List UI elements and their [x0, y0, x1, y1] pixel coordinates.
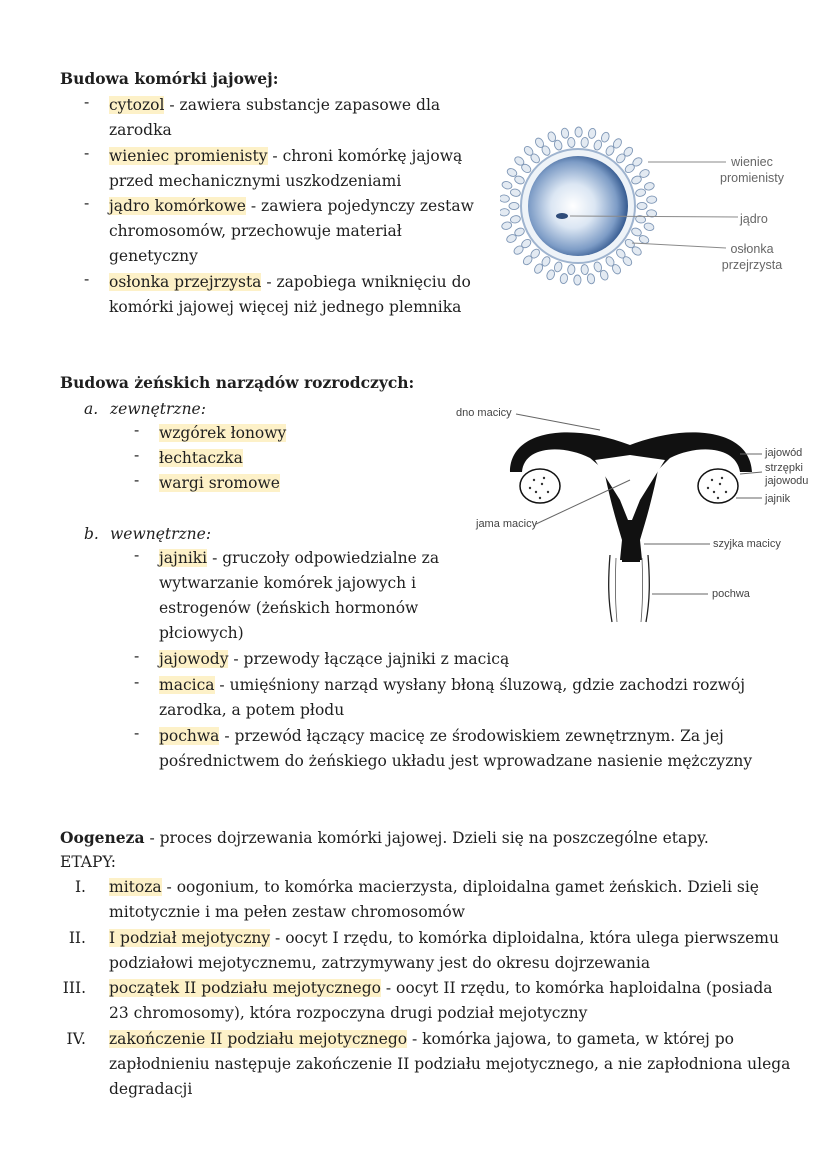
label-dno: dno macicy — [456, 407, 512, 419]
list-item-cont: pośrednictwem do żeńskiego układu jest wprowadzane nasienie mężczyzny — [159, 752, 753, 770]
subheading-external: zewnętrzne: — [110, 400, 206, 418]
nucleus — [556, 213, 568, 219]
label-strzepki: strzępki jajowodu — [765, 462, 809, 487]
corona-cell — [581, 137, 589, 148]
list-item: łechtaczka — [159, 449, 243, 467]
subheading-internal: wewnętrzne: — [110, 525, 212, 543]
section-title-oogenesis: Oogeneza — [60, 828, 145, 847]
list-item-cont: estrogenów (żeńskich hormonów — [159, 599, 419, 617]
list-item: osłonka przejrzysta - zapobiega wniknięciu do — [109, 273, 471, 291]
term-highlight: wieniec promienisty — [109, 147, 268, 165]
bullet-dash: - — [134, 673, 140, 691]
list-item: cytozol - zawiera substancje zapasowe dla — [109, 96, 441, 114]
label-jadro: jądro — [740, 212, 768, 226]
list-item: wieniec promienisty - chroni komórkę jajową — [109, 147, 463, 165]
list-item-cont: genetyczny — [109, 247, 198, 265]
bullet-dash: - — [84, 194, 90, 212]
stage-number: II. — [68, 929, 86, 947]
list-item-cont: chromosomów, przechowuje materiał — [109, 222, 402, 240]
list-item-cont: wytwarzanie komórek jajowych i — [159, 574, 417, 592]
list-item: wzgórek łonowy — [159, 424, 287, 442]
corona-cell — [600, 131, 610, 143]
bullet-dash: - — [134, 724, 140, 742]
corona-cell — [500, 208, 510, 216]
vagina — [609, 555, 650, 622]
bullet-dash: - — [84, 270, 90, 288]
label-wieniec: wieniec promienisty — [720, 155, 784, 185]
label-jajowod: jajowód — [765, 447, 803, 459]
reproductive-diagram — [440, 400, 820, 625]
stage-item: początek II podziału mejotycznego - oocyt II rzędu, to komórka haploidalna (posiada — [109, 979, 773, 997]
corona-cell — [567, 264, 575, 275]
corona-cell — [561, 128, 570, 139]
section-title-egg-cell: Budowa komórki jajowej: — [60, 69, 279, 88]
corona-cell — [635, 188, 646, 197]
list-item: pochwa - przewód łączący macicę ze środowiskiem zewnętrznym. Za jej — [159, 727, 724, 745]
label-szyjka: szyjka macicy — [713, 538, 781, 550]
stage-number: I. — [74, 878, 86, 896]
stage-number: IV. — [66, 1030, 86, 1048]
label-oslonka: osłonka przejrzysta — [721, 242, 783, 272]
corona-cell — [574, 275, 581, 285]
corona-cell — [644, 182, 656, 192]
corona-cell — [588, 128, 597, 139]
corona-cell — [546, 269, 556, 281]
stage-item: mitoza - oogonium, to komórka macierzysta, diploidalna gamet żeńskich. Dzieli się — [109, 878, 759, 896]
list-item: jajowody - przewody łączące jajniki z macicą — [159, 650, 510, 668]
list-item-cont: komórki jajowej więcej niż jednego plemnika — [109, 298, 462, 316]
stage-item-cont: 23 chromosomy), która rozpoczyna drugi podział mejotyczny — [109, 1004, 588, 1022]
corona-cell — [559, 273, 568, 284]
list-item: jądro komórkowe - zawiera pojedynczy zestaw — [109, 197, 474, 215]
list-marker-b: b. — [84, 525, 99, 543]
corona-cell — [575, 127, 582, 137]
list-item-cont: płciowych) — [159, 624, 244, 642]
stage-item: I podział mejotyczny - oocyt I rzędu, to komórka diploidalna, która ulega pierwszemu — [109, 929, 779, 947]
stages-label: ETAPY: — [60, 853, 116, 871]
list-item: wargi sromowe — [159, 474, 280, 492]
label-jama: jama macicy — [476, 518, 538, 530]
corona-cell — [501, 180, 513, 190]
list-item-cont: zarodka, a potem płodu — [159, 701, 345, 719]
section-title-female-organs: Budowa żeńskich narządów rozrodczych: — [60, 373, 415, 392]
oogenesis-intro: Oogeneza - proces dojrzewania komórki jajowej. Dzieli się na poszczególne etapy. — [60, 828, 709, 847]
bullet-dash: - — [84, 93, 90, 111]
bullet-dash: - — [134, 446, 140, 464]
corona-cell — [646, 196, 657, 204]
label-jajnik: jajnik — [765, 493, 791, 505]
stage-number: III. — [62, 979, 86, 997]
term-highlight: cytozol — [109, 96, 165, 114]
corona-cell — [500, 195, 510, 203]
bullet-dash: - — [134, 546, 140, 564]
list-marker-a: a. — [84, 400, 99, 418]
corona-cell — [553, 261, 563, 273]
list-item: jajniki - gruczoły odpowiedzialne za — [159, 549, 440, 567]
uterine-cavity — [595, 455, 665, 520]
cytoplasm — [528, 156, 628, 256]
stage-item-cont: degradacji — [109, 1080, 193, 1098]
list-item-cont: przed mechanicznymi uszkodzeniami — [109, 172, 402, 190]
bullet-dash: - — [134, 471, 140, 489]
corona-cell — [501, 221, 513, 231]
term-highlight: jądro komórkowe — [109, 197, 246, 215]
corona-cell — [593, 139, 603, 151]
corona-cell — [567, 137, 575, 148]
list-item: macica - umięśniony narząd wysłany błoną śluzową, gdzie zachodzi rozwój — [159, 676, 746, 694]
stage-item: zakończenie II podziału mejotycznego - komórka jajowa, to gameta, w której po — [109, 1030, 735, 1048]
bullet-dash: - — [134, 421, 140, 439]
list-item-cont: zarodka — [109, 121, 172, 139]
corona-cell — [510, 215, 521, 224]
corona-cell — [509, 202, 519, 209]
stage-item-cont: podziałowi mejotycznemu, zatrzymywany jest do okresu dojrzewania — [109, 954, 651, 972]
corona-cell — [587, 273, 596, 284]
corona-cell — [643, 222, 655, 232]
corona-cell — [637, 202, 647, 209]
bullet-dash: - — [134, 647, 140, 665]
bullet-dash: - — [84, 144, 90, 162]
stage-item-cont: mitotycznie i ma pełen zestaw chromosomów — [109, 903, 466, 921]
label-pochwa: pochwa — [712, 588, 750, 600]
stage-item-cont: zapłodnieniu następuje zakończenie II podziału mejotycznego, a nie zapłodniona ulega — [109, 1055, 791, 1073]
corona-cell — [581, 264, 589, 275]
term-highlight: osłonka przejrzysta — [109, 273, 262, 291]
cervix — [622, 520, 640, 562]
corona-cell — [510, 188, 521, 197]
